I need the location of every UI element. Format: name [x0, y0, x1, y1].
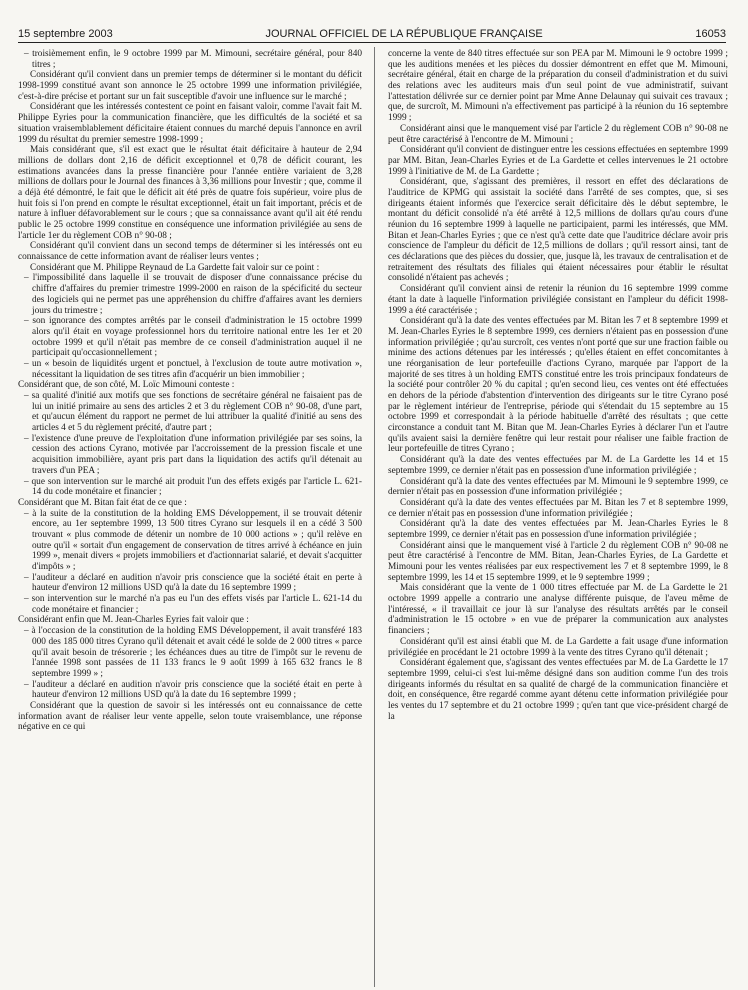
- page-number: 16053: [695, 28, 726, 40]
- column-divider: [374, 47, 375, 987]
- paragraph: Considérant que, de son côté, M. Loïc Mimouni conteste :: [18, 380, 235, 391]
- paragraph: – à la suite de la constitution de la holding EMS Développement, il se trouvait détenir encore, au 1er septembre 1999, 13 500 titres Cyrano sur lesquels il en a cédé 3 500 trouvant « plus commode de détenir un nombre de 10 000 actions » ; qu'il relève en outre qu'il « sortait d'un engagement de conservation de titres arrivé à échéance en juin 1999 », menait divers « projets immobiliers et d'actionnariat salarié, et devait s'acquitter d'impôts » ;: [24, 508, 362, 572]
- paragraph: – l'existence d'une preuve de l'exploitation d'une information privilégiée par ses soins, la cession des actions Cyrano, motivée par l'accroissement de la pression fiscale et une acquisition immobilière, ayant pris part dans la liquidation des actifs qu'il détenait au travers d'un PEA ;: [24, 433, 362, 476]
- left-column: [18, 49, 362, 733]
- paragraph: – un « besoin de liquidités urgent et ponctuel, à l'exclusion de toute autre motivation », nécessitant la liquidation de ses titres afin d'acquérir un bien immobilier ;: [24, 358, 362, 380]
- paragraph: Considérant que les intéressés contestent ce point en faisant valoir, comme l'avait fait M. Philippe Eyries pour la communication financière, que les difficultés de la société et sa situation vraisemblablement déficitaire étaient connues du marché depuis l'annonce en avril 1999 du résultat du premier semestre 1998-1999 ;: [18, 102, 362, 145]
- right-column: [388, 49, 728, 722]
- paragraph: Considérant ainsi que le manquement visé à l'article 2 du règlement COB n° 90-08 ne peut être caractérisé à l'encontre de MM. Bitan, Jean-Charles Eyries, de La Gardette et Mimouni pour les ventes réalisées par eux respectivement les 7 et 8 septembre 1999, le 8 septembre 1999, les 14 et 15 septembre 1999, et le 9 septembre 1999 ;: [388, 540, 728, 583]
- paragraph: Mais considérant que la vente de 1 000 titres effectuée par M. de La Gardette le 21 octobre 1999 appelle a contrario une analyse différente puisque, de l'aveu même de l'intéressé, « il travaillait ce jour là sur l'analyse des résultats arrêtés par le conseil d'administration le 15 octobre » en vue de préparer la communication aux analystes financiers ;: [388, 583, 728, 637]
- paragraph: concerne la vente de 840 titres effectuée sur son PEA par M. Mimouni le 9 octobre 1999 ; que les auditions menées et les pièces du dossier démontrent en effet que M. Mimouni, secrétaire général, était en charge de la préparation du conseil d'administration et du suivi des relations avec les auditeurs mais d'un seul point de vue administratif, suivant l'attestation délivrée sur ce dernier point par Mme Anne Delaunay qui suivait ces travaux ; que, de surcroît, M. Mimouni n'a effectivement pas participé à la réunion du 16 septembre 1999 ;: [388, 49, 728, 124]
- paragraph: Considérant qu'il convient dans un premier temps de déterminer si le montant du déficit 1998-1999 constitué avant son annonce le 25 octobre 1999 une information privilégiée, c'est-à-dire précise et portant sur un fait susceptible d'avoir une influence sur le marché ;: [18, 70, 362, 102]
- page-header: [18, 22, 726, 40]
- journal-title: JOURNAL OFFICIEL DE LA RÉPUBLIQUE FRANÇAISE: [265, 28, 543, 40]
- paragraph: Considérant qu'à la date des ventes effectuées par M. Bitan les 7 et 8 septembre 1999 et M. Jean-Charles Eyries le 8 septembre 1999, ces derniers n'étaient pas en possession d'une information privilégiée ; qu'au surcroît, ces ventes n'ont porté que sur une fraction faible ou minime des actions détenues par les intéressés ; qu'elles étaient en effet concomitantes à une réorganisation de leur portefeuille d'actions Cyrano, marquée par l'apport de la majorité de ses titres à un holding EMTS constitué entre les trois principaux fondateurs de la société pour contrôler 20 % du capital ; qu'en second lieu, ces ventes ont été effectuées en dehors de la période d'abstention d'intervention des dirigeants sur le titre Cyrano posé par le règlement intérieur de l'entreprise, période qui s'étendait du 15 septembre au 15 octobre 1999 et correspondait à la période habituelle d'arrêté des résultats ; que cette circonstance a conduit tant M. Bitan que M. Jean-Charles Eyries à déclarer l'un et l'autre qu'ils avaient saisi la dernière fenêtre qui leur restait pour réaliser une faible fraction de leur portefeuille de titres Cyrano ;: [388, 316, 728, 455]
- paragraph: – son intervention sur le marché n'a pas eu l'un des effets visés par l'article L. 621-14 du code monétaire et financier ;: [24, 594, 362, 615]
- paragraph: Considérant qu'il convient dans un second temps de déterminer si les intéressés ont eu connaissance de cette information avant de réaliser leurs ventes ;: [18, 241, 362, 263]
- header-rule: [18, 42, 726, 43]
- paragraph: – troisièmement enfin, le 9 octobre 1999 par M. Mimouni, secrétaire général, pour 840 titres ;: [24, 49, 362, 70]
- paragraph: Considérant ainsi que le manquement visé par l'article 2 du règlement COB n° 90-08 ne peut être caractérisé à l'encontre de M. Mimouni ;: [388, 123, 728, 145]
- paragraph: Considérant qu'à la date des ventes effectuées par M. Mimouni le 9 septembre 1999, ce dernier n'était pas en possession d'une information privilégiée ;: [388, 476, 728, 498]
- paragraph: Considérant enfin que M. Jean-Charles Eyries fait valoir que :: [18, 615, 249, 626]
- paragraph: – l'impossibilité dans laquelle il se trouvait de disposer d'une connaissance précise du chiffre d'affaires du premier trimestre 1999-2000 en raison de la spécificité du secteur des logiciels qui ne permet pas une appréhension du chiffre d'affaires avant les derniers jours du trimestre ;: [24, 273, 362, 316]
- paragraph: Considérant qu'à la date des ventes effectuées par M. de La Gardette les 14 et 15 septembre 1999, ce dernier n'était pas en possession d'une information privilégiée ;: [388, 455, 728, 476]
- paragraph: – son ignorance des comptes arrêtés par le conseil d'administration le 15 octobre 1999 alors qu'il était en voyage professionnel hors du territoire national entre les 1er et 20 octobre 1999 et qu'il n'était pas membre de ce conseil d'administration auquel il ne participait qu'occasionnellement ;: [24, 316, 362, 359]
- paragraph: Considérant, que, s'agissant des premières, il ressort en effet des déclarations de l'auditrice de KPMG qui assistait la société dans l'arrêté de ses comptes, que, si ses dirigeants étaient informés que l'exercice serait déficitaire dès le début septembre, le montant du déficit consolidé n'a été arrêté à 12,5 millions de dollars qu'au cours d'une réunion du 16 septembre 1999 à laquelle ne participaient, parmi les intéressés, que MM. Bitan et Jean-Charles Eyries ; que ce n'est qu'à cette date que l'auditrice déclare avoir pris conscience de l'ampleur du déficit de 12,5 millions de dollars ; qu'il ressort ainsi, tant de ces déclarations que des pièces du dossier, que, jusque là, les travaux de centralisation et de retraitement des résultats des filiales qui étaient nécessaires pour établir le résultat consolidé n'étaient pas achevés ;: [388, 177, 728, 284]
- header-date: 15 septembre 2003: [18, 28, 113, 40]
- paragraph: Considérant qu'il est ainsi établi que M. de La Gardette a fait usage d'une information privilégiée en procédant le 21 octobre 1999 à la vente des titres Cyrano qu'il détenait ;: [388, 636, 728, 658]
- paragraph: Considérant que la question de savoir si les intéressés ont eu connaissance de cette information avant de réaliser leur vente appelle, selon toute vraisemblance, une réponse négative en ce qui: [18, 700, 362, 733]
- paragraph: Considérant qu'il convient de distinguer entre les cessions effectuées en septembre 1999 par MM. Bitan, Jean-Charles Eyries et de La Gardette et celles intervenues le 21 octobre 1999 à l'initiative de M. de La Gardette ;: [388, 145, 728, 177]
- paragraph: – que son intervention sur le marché ait produit l'un des effets exigés par l'article L. 621-14 du code monétaire et financier ;: [24, 476, 362, 498]
- paragraph: Considérant également que, s'agissant des ventes effectuées par M. de La Gardette le 17 septembre 1999, celui-ci s'est lui-même désigné dans son audition comme l'un des trois dirigeants informés du résultat en sa qualité de chargé de la communication financière et doit, en conséquence, être regardé comme ayant détenu cette information privilégiée pour les ventes du 17 septembre et du 21 octobre 1999 ; qu'en tant que vice-président chargé de la: [388, 658, 728, 722]
- paragraph: Considérant que M. Bitan fait état de ce que :: [18, 497, 187, 508]
- paragraph: – l'auditeur a déclaré en audition n'avoir pris conscience que la société était en perte à hauteur d'environ 12 millions USD qu'à la date du 16 septembre 1999 ;: [24, 572, 362, 594]
- paragraph: – sa qualité d'initié aux motifs que ses fonctions de secrétaire général ne faisaient pas de lui un initié primaire au sens des articles 2 et 3 du règlement COB n° 90-08, d'une part, et qu'aucun élément du rapport ne permet de lui attribuer la qualité d'initié au sens des articles 4 et 5 du règlement précité, d'autre part ;: [24, 391, 362, 434]
- paragraph: Considérant qu'à la date des ventes effectuées par M. Bitan les 7 et 8 septembre 1999, ce dernier n'était pas en possession d'une information privilégiée ;: [388, 497, 728, 519]
- paragraph: – à l'occasion de la constitution de la holding EMS Développement, il avait transféré 183 000 des 185 000 titres Cyrano qu'il détenait et avait cédé le solde de 2 000 titres « parce qu'il avait besoin de trésorerie ; les échéances dues au titre de l'impôt sur le revenu de l'année 1998 sont passées de 11 133 francs le 9 août 1999 à 165 632 francs le 8 septembre 1999 » ;: [24, 626, 362, 679]
- paragraph: – l'auditeur a déclaré en audition n'avoir pris conscience que la société était en perte à hauteur d'environ 12 millions USD qu'à la date du 16 septembre 1999 ;: [24, 679, 362, 701]
- paragraph: Considérant qu'à la date des ventes effectuées par M. Jean-Charles Eyries le 8 septembre 1999, ce dernier n'était pas en possession d'une information privilégiée ;: [388, 519, 728, 540]
- paragraph: Mais considérant que, s'il est exact que le résultat était déficitaire à hauteur de 2,94 millions de dollars dont 2,16 de déficit exceptionnel et 0,78 de déficit courant, les estimations avancées dans la presse financière pour l'année entière variaient de 3,28 millions de dollars pour le Journal des finances à 3,36 millions pour Investir ; que, comme il a déjà été démontré, le fait que le déficit ait été près de quatre fois supérieur, voire plus de huit fois si l'on prend en compte le résultat exceptionnel, était un fait important, précis et de nature à influer défavorablement sur le cours ; que sa connaissance avant qu'il ait été rendu public le 25 octobre 1999 constitue en conséquence une information privilégiée au sens de l'article 1er du règlement COB n° 90-08 ;: [18, 145, 362, 241]
- paragraph: Considérant qu'il convient ainsi de retenir la réunion du 16 septembre 1999 comme étant la date à laquelle l'information privilégiée consistant en l'ampleur du déficit 1998-1999 a été caractérisée ;: [388, 284, 728, 316]
- paragraph: Considérant que M. Philippe Reynaud de La Gardette fait valoir sur ce point :: [30, 262, 320, 273]
